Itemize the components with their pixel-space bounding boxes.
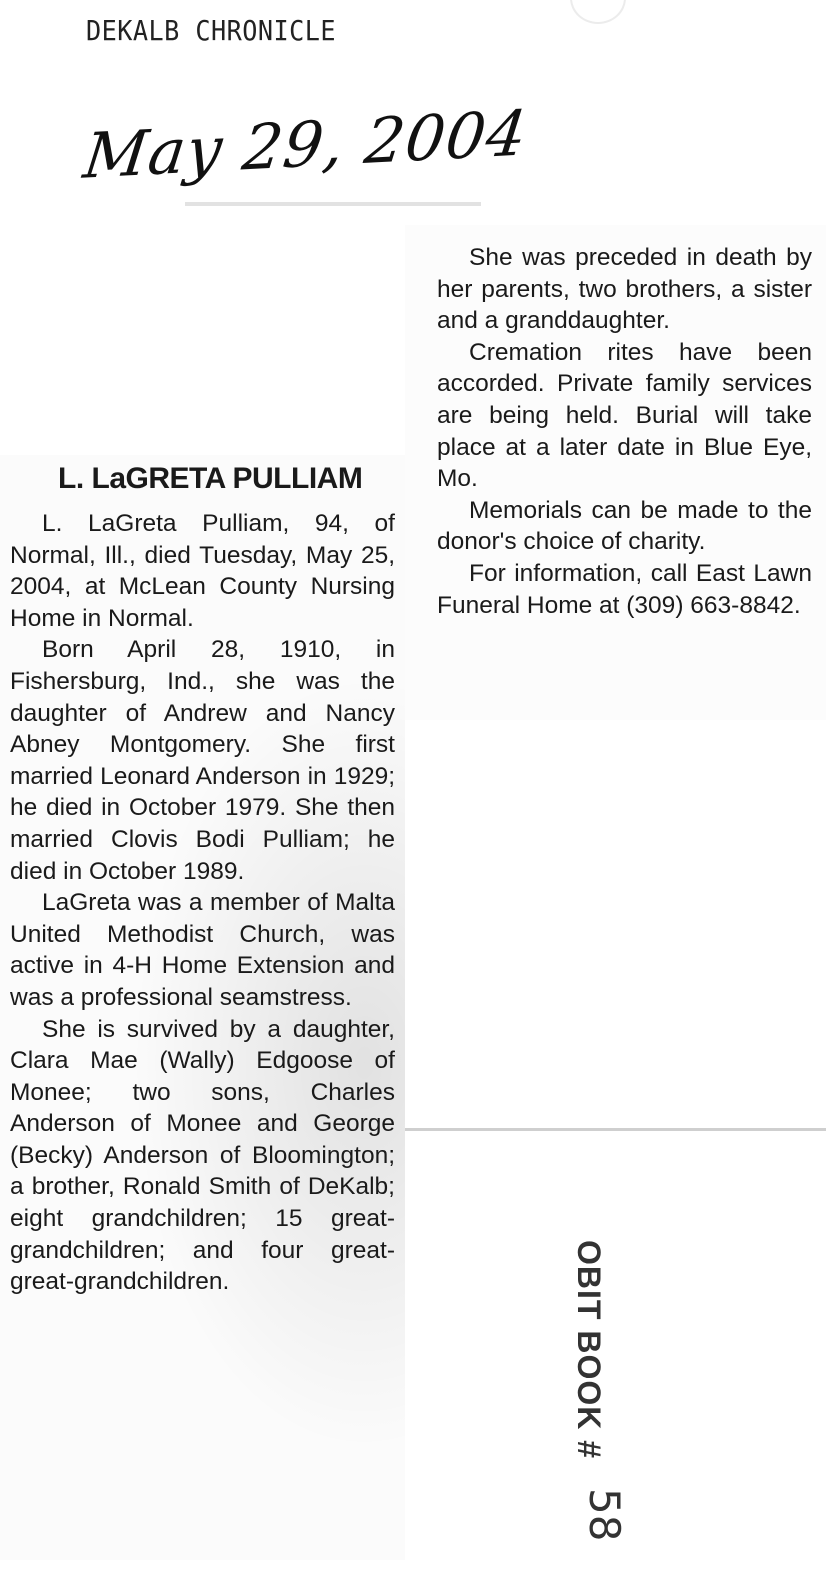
obituary-right-column [437, 242, 812, 621]
paragraph: L. LaGreta Pulliam, 94, of Normal, Ill., died Tuesday, May 25, 2004, at McLean County Nursing Home in Normal. [10, 510, 395, 632]
blank-area [405, 720, 826, 1130]
corner-mark [570, 0, 626, 24]
obit-book-number: 58 [580, 1488, 629, 1542]
handwritten-date: May 29, 2004 [79, 96, 532, 193]
paragraph: She is survived by a daughter, Clara Mae (Wally) Edgoose of Monee; two sons, Charles Anderson of Monee and George (Becky) Anderson of Bloomington; a brother, Ronald Smith of DeKalb; eight grandchildren; 15 great-grandchildren; and four great-great-grandchildren. [10, 1015, 395, 1296]
paragraph: LaGreta was a member of Malta United Methodist Church, was active in 4-H Home Extension and was a professional seamstress. [10, 889, 395, 1011]
paragraph: Cremation rites have been accorded. Private family services are being held. Burial will take place at a later date in Blue Eye, Mo. [437, 338, 812, 493]
paragraph: Memorials can be made to the donor's choice of charity. [437, 496, 812, 556]
paragraph: For information, call East Lawn Funeral Home at (309) 663-8842. [437, 559, 812, 619]
date-underline [185, 202, 481, 206]
clipping-edge [405, 1128, 826, 1131]
obituary-headline: L. LaGRETA PULLIAM [58, 462, 363, 495]
paragraph: She was preceded in death by her parents, two brothers, a sister and a granddaughter. [437, 244, 812, 335]
obit-book-stamp: OBIT BOOK # [571, 1240, 607, 1460]
newspaper-name: DEKALB CHRONICLE [86, 14, 336, 47]
paragraph: Born April 28, 1910, in Fishersburg, Ind., she was the daughter of Andrew and Nancy Abney Montgomery. She first married Leonard Anderson in 1929; he died in October 1979. She then married Clovis Bodi Pulliam; he died in October 1989. [10, 636, 395, 885]
obituary-left-column [10, 508, 395, 1298]
